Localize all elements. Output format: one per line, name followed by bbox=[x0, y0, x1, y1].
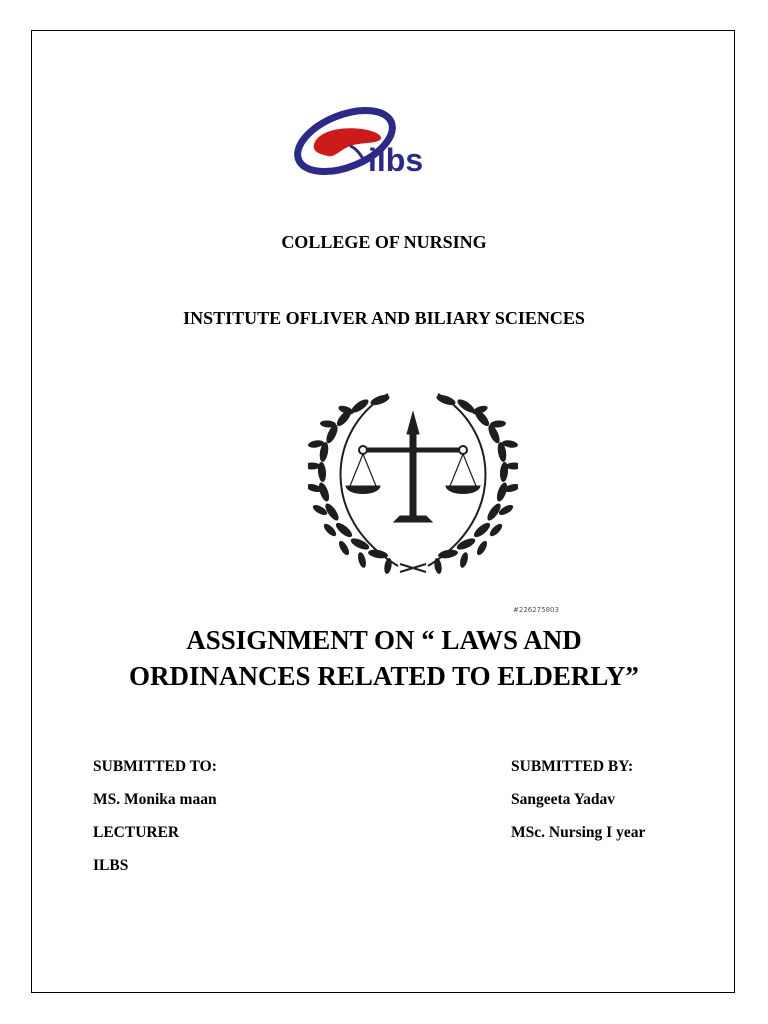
submitted-by-label: SUBMITTED BY: bbox=[511, 758, 634, 775]
submitted-by-name: Sangeeta Yadav bbox=[511, 791, 616, 808]
institute-heading: INSTITUTE OFLIVER AND BILIARY SCIENCES bbox=[183, 308, 585, 328]
title-line-2: ORDINANCES RELATED TO ELDERLY” bbox=[129, 661, 639, 691]
logo-text: ilbs bbox=[368, 142, 424, 178]
title-line-1: ASSIGNMENT ON “ LAWS AND bbox=[186, 625, 582, 655]
scales-emblem bbox=[308, 388, 518, 578]
submitted-to-designation: LECTURER bbox=[93, 824, 180, 841]
stock-image-id: #226275803 bbox=[513, 606, 559, 614]
submitted-to-label: SUBMITTED TO: bbox=[93, 758, 217, 775]
submitted-by-course: MSc. Nursing I year bbox=[511, 824, 646, 841]
college-heading: COLLEGE OF NURSING bbox=[281, 232, 487, 252]
submitted-to-block bbox=[93, 756, 217, 888]
assignment-title bbox=[0, 622, 768, 694]
submitted-to-name: MS. Monika maan bbox=[93, 791, 217, 808]
submitted-to-institution: ILBS bbox=[93, 857, 129, 874]
scales-of-justice-wreath-icon bbox=[308, 388, 518, 578]
submitted-by-block bbox=[511, 756, 645, 855]
